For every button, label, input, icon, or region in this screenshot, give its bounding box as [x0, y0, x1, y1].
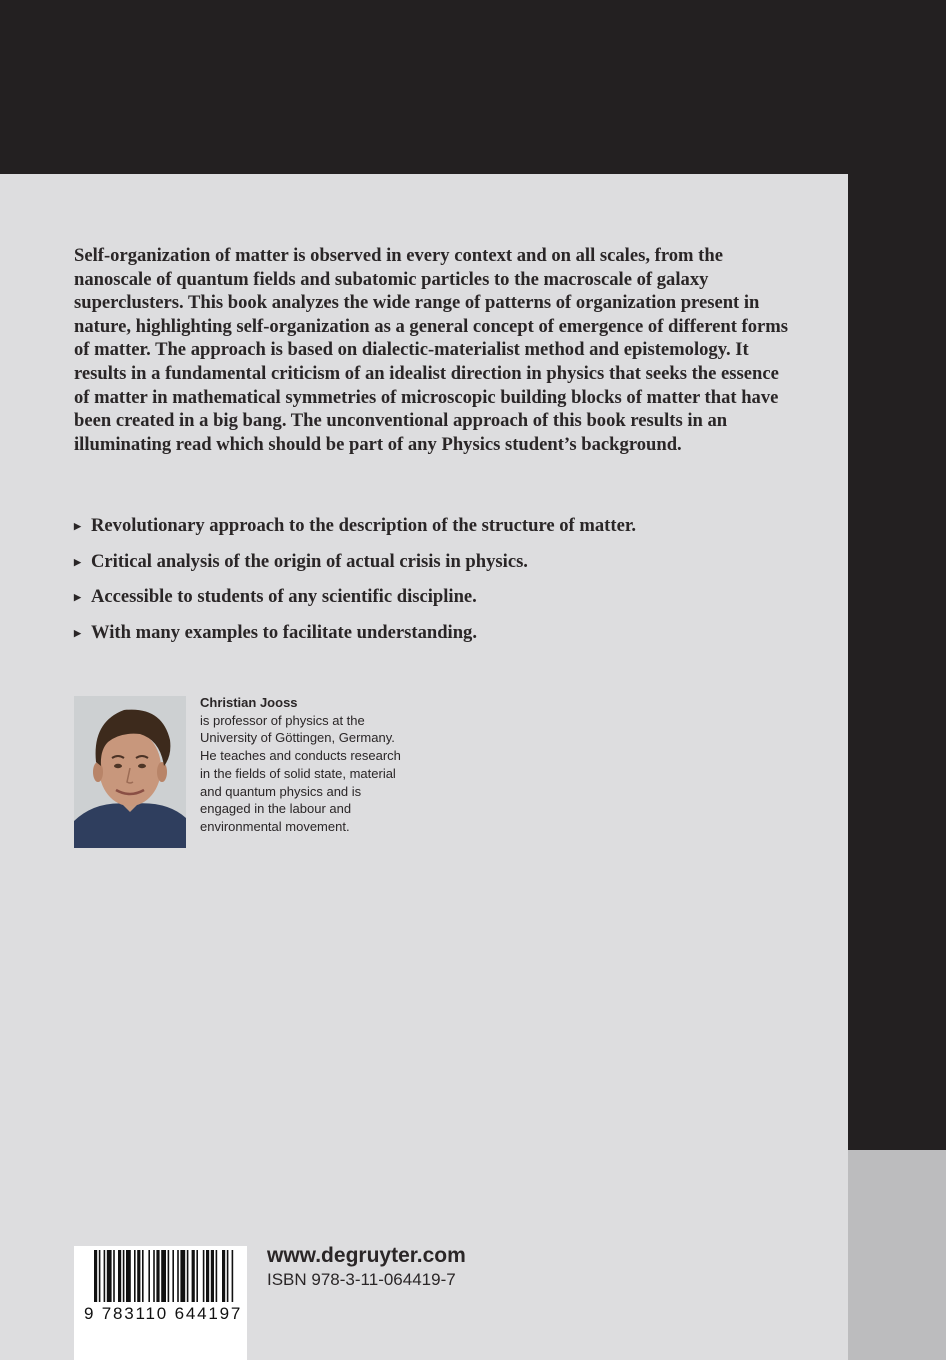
barcode-bar — [232, 1250, 234, 1302]
barcode-digits: 9 783110 644197 — [84, 1304, 243, 1323]
barcode-bar — [153, 1250, 155, 1302]
barcode-bar — [126, 1250, 131, 1302]
triangle-right-icon: ▶ — [74, 627, 81, 638]
barcode-bar — [192, 1250, 195, 1302]
barcode-bar — [172, 1250, 174, 1302]
barcode-bar — [107, 1250, 112, 1302]
barcode-bar — [123, 1250, 125, 1302]
author-portrait-image — [74, 696, 186, 848]
barcode-bars — [74, 1246, 247, 1306]
barcode-bar — [104, 1250, 106, 1302]
feature-item — [74, 585, 636, 621]
feature-list — [74, 514, 636, 656]
barcode-bar — [113, 1250, 115, 1302]
barcode-bar — [206, 1250, 209, 1302]
triangle-right-icon: ▶ — [74, 521, 81, 531]
background-strip — [848, 1150, 946, 1360]
feature-item — [74, 514, 636, 550]
feature-text: Revolutionary approach to the description of the structure of matter. — [91, 515, 637, 536]
author-bio: is professor of physics at the University of Göttingen, Germany. He teaches and conducts research in the fields of solid state, material and quantum physics and is engaged in the labour and environmental movement. — [200, 712, 401, 834]
barcode-bar — [211, 1250, 214, 1302]
triangle-right-icon: ▶ — [74, 592, 81, 602]
barcode-bar — [222, 1250, 225, 1302]
triangle-right-icon: ▶ — [74, 556, 81, 567]
feature-text: Critical analysis of the origin of actual crisis in physics. — [91, 550, 528, 572]
barcode-bar — [196, 1250, 198, 1302]
barcode-bar — [187, 1250, 189, 1302]
barcode-bar — [134, 1250, 136, 1302]
barcode-bar — [148, 1250, 150, 1302]
isbn-number: ISBN 978-3-11-064419-7 — [267, 1270, 456, 1289]
author-photo — [74, 696, 186, 848]
author-name: Christian Jooss — [200, 695, 298, 710]
barcode-bar — [99, 1250, 101, 1302]
isbn-barcode — [74, 1246, 247, 1360]
barcode-bar — [118, 1250, 121, 1302]
back-cover-panel — [0, 174, 848, 1360]
barcode-bar — [180, 1250, 185, 1302]
barcode-bar — [156, 1250, 159, 1302]
barcode-bar — [94, 1250, 97, 1302]
barcode-bar — [161, 1250, 166, 1302]
barcode-bar — [203, 1250, 205, 1302]
barcode-bar — [142, 1250, 144, 1302]
book-description: Self-organization of matter is observed in every context and on all scales, from the nanoscale of quantum fields and subatomic particles to the macroscale of galaxy superclusters. This book analyzes the wide range of patterns of organization present in nature, highlighting self-organization as a general concept of emergence of different forms of matter. The approach is based on dialectic-materialist method and epistemology. It results in a fundamental criticism of an idealist direction in physics that seeks the essence of matter in mathematical symmetries of microscopic building blocks of matter that have been created in a big bang. The unconventional approach of this book results in an illuminating read which should be part of any Physics student’s background. — [74, 245, 789, 455]
feature-item — [74, 550, 636, 586]
publisher-website-link[interactable]: www.degruyter.com — [267, 1244, 466, 1267]
feature-item — [74, 621, 636, 657]
feature-text: With many examples to facilitate understanding. — [91, 621, 478, 643]
barcode-bar — [227, 1250, 229, 1302]
barcode-bar — [177, 1250, 179, 1302]
barcode-bar — [216, 1250, 218, 1302]
feature-text: Accessible to students of any scientific discipline. — [91, 586, 477, 607]
barcode-bar — [137, 1250, 140, 1302]
barcode-bar — [168, 1250, 170, 1302]
